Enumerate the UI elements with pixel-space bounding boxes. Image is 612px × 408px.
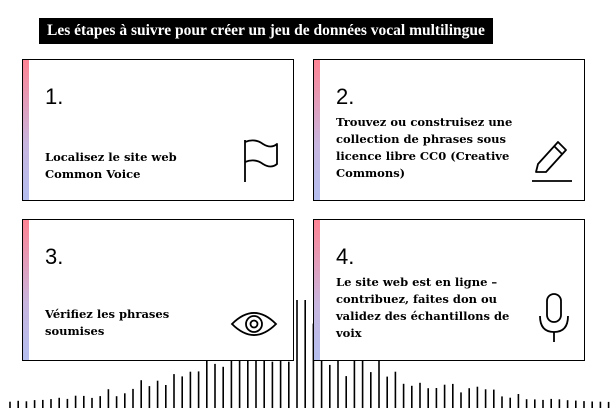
microphone-icon bbox=[536, 292, 572, 344]
gradient-bar bbox=[23, 60, 29, 200]
pencil-icon bbox=[530, 136, 574, 184]
step-card-3 bbox=[22, 219, 294, 361]
step-number: 4. bbox=[336, 244, 355, 269]
step-text: Le site web est en ligne – contribuez, faites don ou validez des échantillons de voix bbox=[336, 275, 510, 340]
step-number: 1. bbox=[45, 84, 64, 109]
step-text: Vérifiez les phrases soumises bbox=[45, 307, 170, 338]
step-number: 2. bbox=[336, 84, 355, 109]
step-card-2 bbox=[313, 59, 585, 201]
gradient-bar bbox=[23, 220, 29, 360]
gradient-bar bbox=[314, 60, 320, 200]
gradient-bar bbox=[314, 220, 320, 360]
step-card-1 bbox=[22, 59, 294, 201]
eye-icon bbox=[229, 306, 279, 342]
step-card-4 bbox=[313, 219, 585, 361]
step-text: Localisez le site web Common Voice bbox=[45, 150, 177, 181]
flag-icon bbox=[241, 138, 281, 184]
page-title: Les étapes à suivre pour créer un jeu de données vocal multilingue bbox=[39, 18, 493, 44]
step-text: Trouvez ou construisez une collection de phrases sous licence libre CC0 (Creative Commons) bbox=[336, 115, 513, 180]
step-number: 3. bbox=[45, 244, 64, 269]
